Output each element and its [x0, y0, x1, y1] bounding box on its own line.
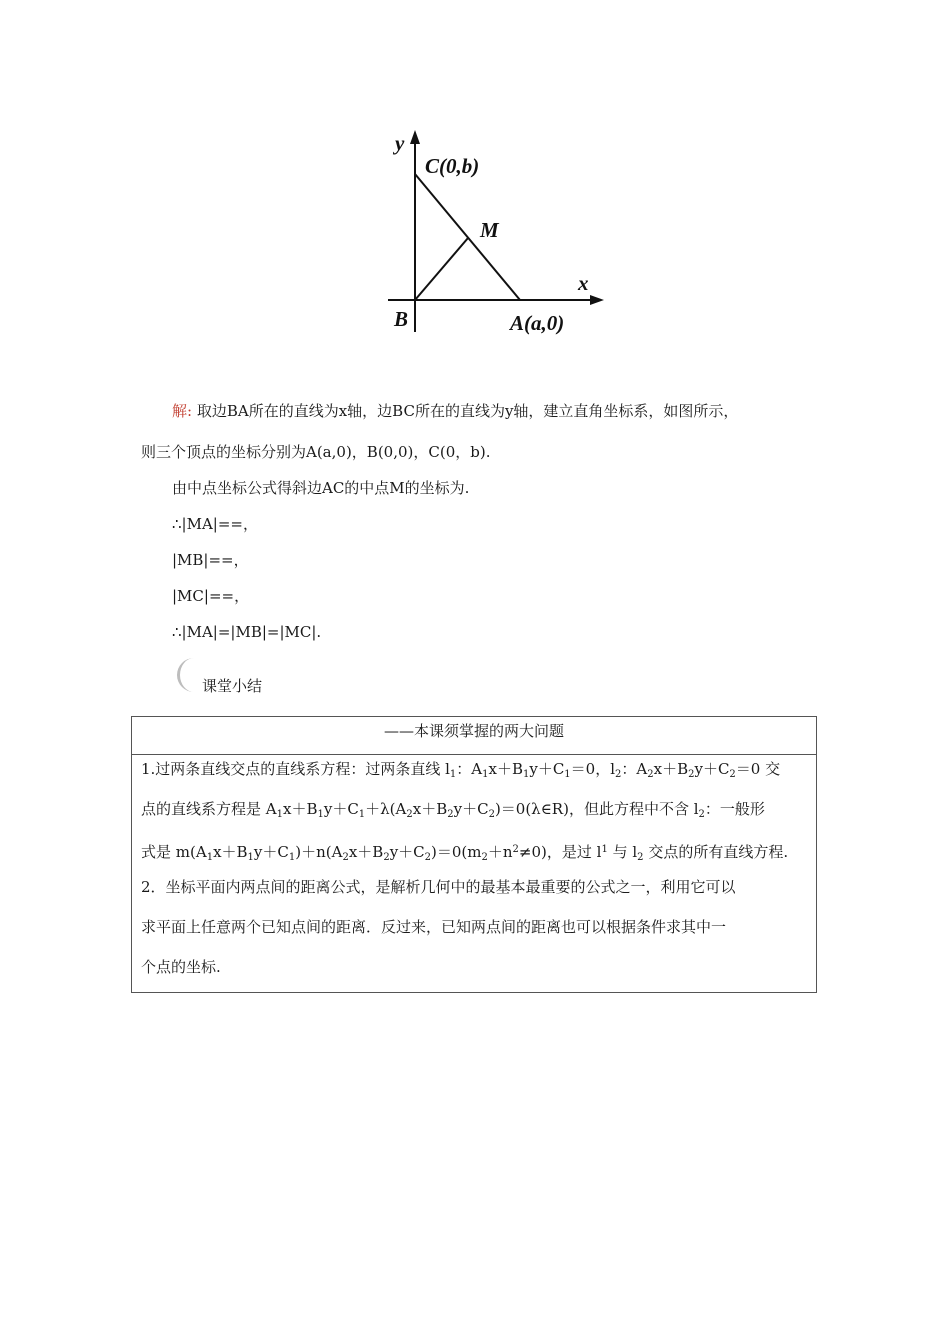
solution-marker: 解: — [172, 402, 193, 420]
solution-line-2: 则三个顶点的坐标分别为A(a,0)，B(0,0)，C(0，b). — [141, 443, 491, 461]
text-run: ：一般形 — [704, 800, 765, 818]
solution-line-5: |MB|==， — [172, 551, 249, 569]
subscript: 1 — [522, 769, 530, 780]
text-run: ＋λ(A — [365, 800, 407, 818]
text-run: y＋C — [694, 760, 730, 778]
x-axis-arrow — [590, 295, 604, 305]
subscript: 1 — [276, 809, 283, 820]
subscript: 1 — [288, 852, 296, 863]
solution-line-1 — [172, 401, 738, 421]
point-1-line-1 — [141, 759, 780, 785]
solution-line-4: ∴|MA|==， — [172, 515, 258, 533]
superscript: 1 — [601, 844, 608, 855]
text-run: 交点的所有直线方程. — [643, 843, 789, 861]
subscript: 2 — [488, 809, 495, 820]
text-run: )＝0(λ∈R)，但此方程中不含 l — [494, 800, 699, 818]
subscript: 2 — [698, 809, 705, 820]
subscript: 2 — [447, 809, 454, 820]
point-c-label: C(0,b) — [425, 154, 480, 178]
subscript: 1 — [564, 769, 571, 780]
text-run: ：A — [456, 760, 483, 778]
point-1-line-2 — [141, 799, 765, 825]
solution-line-7: ∴|MA|=|MB|=|MC|. — [172, 623, 322, 641]
subscript: 2 — [729, 769, 736, 780]
text-run: y＋C — [453, 800, 489, 818]
subscript: 2 — [481, 852, 488, 863]
text-run: y＋C — [529, 760, 565, 778]
text-run: x＋B — [488, 760, 523, 778]
point-1-line-3 — [141, 840, 788, 868]
subscript: 2 — [406, 809, 413, 820]
subscript: 2 — [383, 852, 390, 863]
point-2-line-1: 2．坐标平面内两点间的距离公式，是解析几何中的最基本最重要的公式之一，利用它可以 — [141, 878, 736, 896]
subscript: 1 — [317, 809, 324, 820]
text-run: x＋B — [348, 843, 384, 861]
subscript: 1 — [206, 852, 214, 863]
y-axis-arrow — [410, 130, 420, 144]
text-run: )＋n(A — [295, 843, 343, 861]
solution-line-3: 由中点坐标公式得斜边AC的中点M的坐标为. — [172, 479, 470, 497]
subscript: 2 — [637, 852, 644, 863]
subscript: 2 — [615, 769, 622, 780]
triangle-figure — [360, 120, 640, 350]
text-run: 1.过两条直线交点的直线系方程：过两条直线 l — [141, 760, 450, 778]
text-run: ＝0，l — [570, 760, 616, 778]
text-run: y＋C — [323, 800, 359, 818]
point-a-label: A(a,0) — [510, 311, 565, 335]
solution-text-1: 取边BA所在的直线为x轴，边BC所在的直线为y轴，建立直角坐标系，如图所示， — [196, 402, 739, 420]
subscript: 1 — [247, 852, 254, 863]
text-run: y＋C — [389, 843, 425, 861]
subscript: 1 — [358, 809, 366, 820]
superscript: 2 — [512, 844, 519, 855]
box-heading: ——本课须掌握的两大问题 — [132, 717, 816, 755]
text-run: x＋B — [282, 800, 318, 818]
subscript: 2 — [342, 852, 349, 863]
text-run: )＝0(m — [431, 843, 482, 861]
point-m-label: M — [480, 218, 499, 242]
solution-line-6: |MC|==， — [172, 587, 250, 605]
point-2-line-3: 个点的坐标. — [141, 958, 221, 976]
subscript: 2 — [424, 852, 432, 863]
section-title: 课堂小结 — [202, 677, 263, 695]
coordinate-diagram — [360, 120, 640, 350]
point-b-label: B — [394, 307, 409, 331]
text-run: 式是 m(A — [141, 843, 207, 861]
x-axis-label: x — [578, 271, 589, 295]
text-run: 与 l — [607, 843, 638, 861]
text-run: 点的直线系方程是 A — [141, 800, 277, 818]
subscript: 2 — [688, 769, 695, 780]
text-run: y＋C — [253, 843, 289, 861]
point-2-line-2: 求平面上任意两个已知点间的距离．反过来，已知两点间的距离也可以根据条件求其中一 — [141, 918, 727, 936]
summary-box — [131, 716, 817, 993]
segment-bm — [415, 238, 468, 300]
section-summary — [172, 655, 372, 695]
text-run: ：A — [621, 760, 648, 778]
subscript: 1 — [449, 769, 457, 780]
text-run: x＋B — [213, 843, 248, 861]
subscript: 2 — [647, 769, 654, 780]
text-run: ＋n — [487, 843, 513, 861]
text-run: x＋B — [653, 760, 689, 778]
text-run: x＋B — [412, 800, 448, 818]
y-axis-label: y — [395, 131, 405, 155]
text-run: ≠0)，是过 l — [518, 843, 602, 861]
text-run: ＝0 交 — [735, 760, 781, 778]
subscript: 1 — [482, 769, 489, 780]
